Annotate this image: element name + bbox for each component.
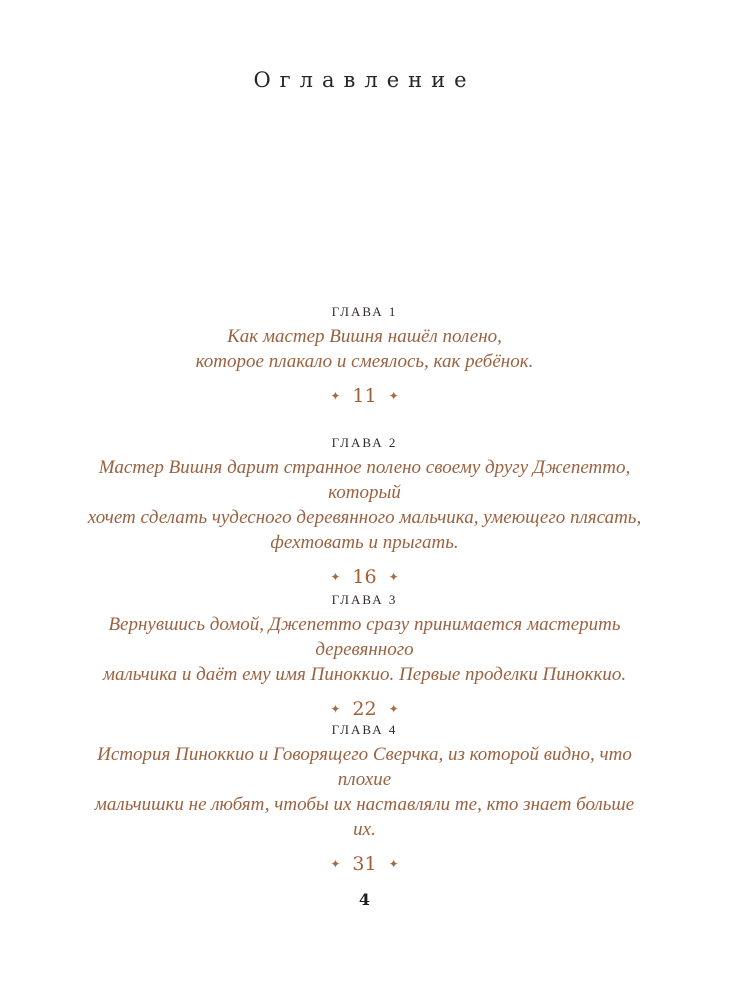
star-ornament-icon: ✦: [388, 570, 399, 584]
chapter-title-line: Вернувшись домой, Джепетто сразу принимается мастерить деревянного: [108, 614, 621, 660]
chapter-title: [85, 612, 645, 687]
chapter-title: [85, 455, 645, 555]
toc-entry-chapter-1[interactable]: [0, 304, 729, 406]
chapter-title-line: Мастер Вишня дарит странное полено своему другу Джепетто, который: [98, 457, 631, 503]
star-ornament-icon: ✦: [388, 857, 399, 871]
chapter-label: ГЛАВА 1: [331, 304, 398, 319]
chapter-title: [85, 742, 645, 842]
chapter-title: [85, 324, 645, 374]
star-ornament-icon: ✦: [330, 570, 341, 584]
page-title: Оглавление: [253, 68, 476, 92]
star-ornament-icon: ✦: [388, 702, 399, 716]
chapter-title-line: мальчишки не любят, чтобы их наставляли те, кто знает больше их.: [94, 794, 635, 840]
star-ornament-icon: ✦: [330, 702, 341, 716]
page-reference[interactable]: [0, 699, 729, 719]
folio-page-number: 4: [358, 890, 371, 909]
star-ornament-icon: ✦: [330, 389, 341, 403]
page-number-link[interactable]: 31: [352, 853, 377, 875]
chapter-title-line: мальчика и даёт ему имя Пиноккио. Первые проделки Пиноккио.: [102, 664, 627, 685]
page-reference[interactable]: [0, 567, 729, 587]
page-number-link[interactable]: 11: [352, 385, 377, 407]
star-ornament-icon: ✦: [388, 389, 399, 403]
star-ornament-icon: ✦: [330, 857, 341, 871]
toc-entry-chapter-2[interactable]: [0, 435, 729, 587]
chapter-title-line: хочет сделать чудесного деревянного мальчика, умеющего плясать,: [87, 507, 642, 528]
toc-entry-chapter-4[interactable]: [0, 722, 729, 874]
page-reference[interactable]: [0, 854, 729, 874]
page-number-link[interactable]: 22: [352, 698, 377, 720]
chapter-title-line: Как мастер Вишня нашёл полено,: [227, 326, 502, 347]
chapter-label: ГЛАВА 4: [331, 722, 398, 737]
page-number-link[interactable]: 16: [352, 566, 377, 588]
chapter-title-line: фехтовать и прыгать.: [270, 532, 459, 553]
toc-entry-chapter-3[interactable]: [0, 592, 729, 719]
chapter-label: ГЛАВА 2: [331, 435, 398, 450]
page-reference[interactable]: [0, 386, 729, 406]
chapter-title-line: История Пиноккио и Говорящего Сверчка, из которой видно, что плохие: [97, 744, 632, 790]
chapter-label: ГЛАВА 3: [331, 592, 398, 607]
chapter-title-line: которое плакало и смеялось, как ребёнок.: [195, 351, 534, 372]
